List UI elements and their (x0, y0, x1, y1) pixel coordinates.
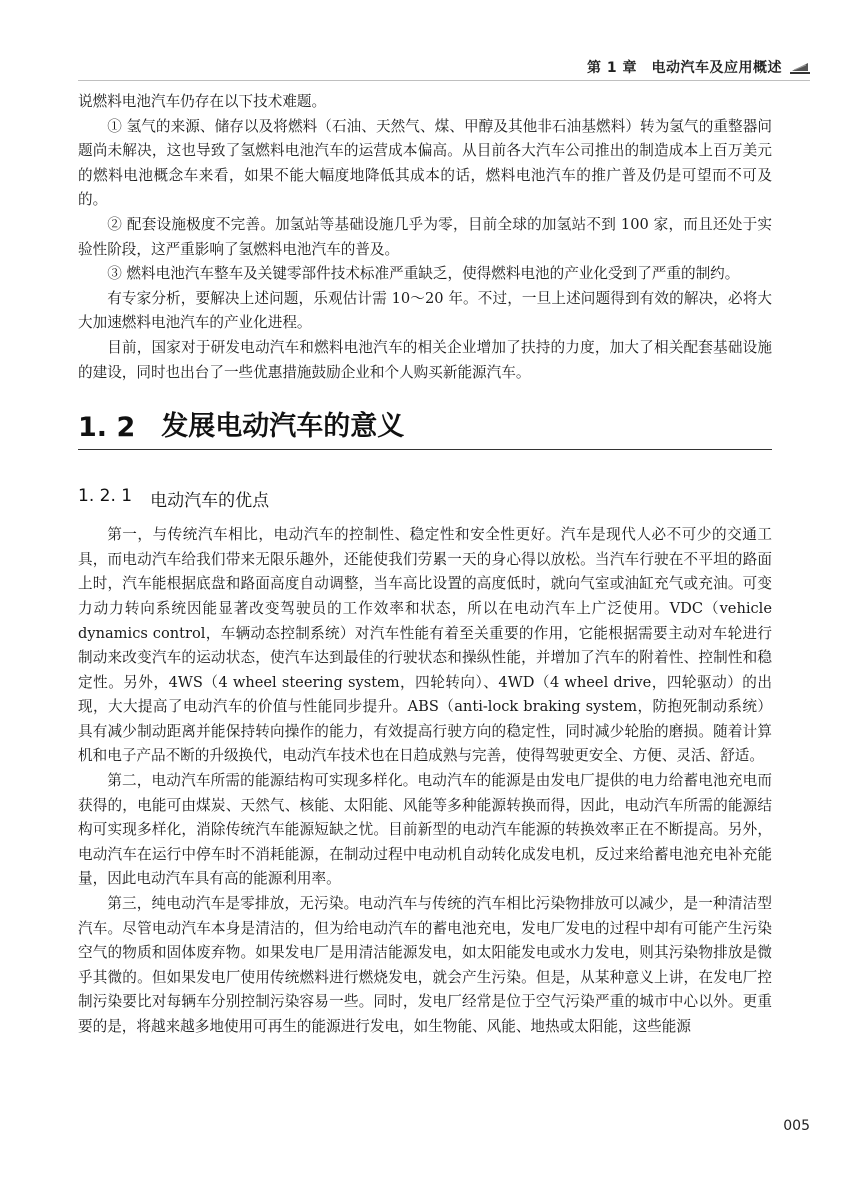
page-number: 005 (783, 1118, 810, 1134)
section-number: 1. 2 (78, 412, 136, 444)
paragraph: 第二，电动汽车所需的能源结构可实现多样化。电动汽车的能源是由发电厂提供的电力给蓄电池充电而获得的，电能可由煤炭、天然气、核能、太阳能、风能等多种能源转换而得，因此，电动汽车所需的能源结构可实现多样化，消除传统汽车能源短缺之忧。目前新型的电动汽车能源的转换效率正在不断提高。另外，电动汽车在运行中停车时不消耗能源，在制动过程中电动机自动转化成发电机，反过来给蓄电池充电补充能量，因此电动汽车具有高的能源利用率。 (78, 772, 772, 888)
paragraph: 目前，国家对于研发电动汽车和燃料电池汽车的相关企业增加了扶持的力度，加大了相关配套基础设施的建设，同时也出台了一些优惠措施鼓励企业和个人购买新能源汽车。 (78, 338, 772, 381)
chapter-title: 第 1 章 电动汽车及应用概述 (587, 60, 782, 76)
page-header (78, 54, 810, 81)
paragraph: ② 配套设施极度不完善。加氢站等基础设施几乎为零，目前全球的加氢站不到 100 家，而且还处于实验性阶段，这严重影响了氢燃料电池汽车的普及。 (78, 215, 772, 258)
book-corner-icon (790, 60, 810, 74)
paragraph: ③ 燃料电池汽车整车及关键零部件技术标准严重缺乏，使得燃料电池的产业化受到了严重的制约。 (107, 265, 740, 283)
subsection-title: 电动汽车的优点 (150, 491, 270, 512)
page-content (78, 90, 772, 1040)
paragraph: 第一，与传统汽车相比，电动汽车的控制性、稳定性和安全性更好。汽车是现代人必不可少的交通工具，而电动汽车给我们带来无限乐趣外，还能使我们劳累一天的身心得以放松。当汽车行驶在不平坦的路面上时，汽车能根据底盘和路面高度自动调整，当车高比设置的高度低时，就向气室或油缸充气或充油。可变力动力转向系统因能显著改变驾驶员的工作效率和状态，所以在电动汽车上广泛使用。VDC（vehicle dynamics control，车辆动态控制系统）对汽车性能有着至关重要的作用，它能根据需要主动对车轮进行制动来改变汽车的运动状态，使汽车达到最佳的行驶状态和操纵性能，并增加了汽车的附着性、控制性和稳定性。另外，4WS（4 wheel steering system，四轮转向）、4WD（4 wheel drive，四轮驱动）的出现，大大提高了电动汽车的价值与性能同步提升。ABS（anti-lock braking system，防抱死制动系统）具有减少制动距离并能保持转向操作的能力，有效提高行驶方向的稳定性，同时减少轮胎的磨损。随着计算机和电子产品不断的升级换代，电动汽车技术也在日趋成熟与完善，使得驾驶更安全、方便、灵活、舒适。 (78, 526, 772, 765)
section-title: 发展电动汽车的意义 (161, 411, 405, 443)
paragraph: 有专家分析，要解决上述问题，乐观估计需 10～20 年。不过，一旦上述问题得到有效的解决，必将大大加速燃料电池汽车的产业化进程。 (78, 289, 772, 332)
paragraph: ① 氢气的来源、储存以及将燃料（石油、天然气、煤、甲醇及其他非石油基燃料）转为氢气的重整器问题尚未解决，这也导致了氢燃料电池汽车的运营成本偏高。从目前各大汽车公司推出的制造成本上百万美元的燃料电池概念车来看，如果不能大幅度地降低其成本的话，燃料电池汽车的推广普及仍是可望而不可及的。 (78, 117, 772, 209)
paragraph: 说燃料电池汽车仍存在以下技术难题。 (78, 93, 327, 110)
section-heading (78, 399, 772, 450)
paragraph: 第三，纯电动汽车是零排放，无污染。电动汽车与传统的汽车相比污染物排放可以减少，是一种清洁型汽车。尽管电动汽车本身是清洁的，但为给电动汽车的蓄电池充电，发电厂发电的过程中却有可能产生污染空气的物质和固体废弃物。如果发电厂是用清洁能源发电，如太阳能发电或水力发电，则其污染物排放是微乎其微的。但如果发电厂使用传统燃料进行燃烧发电，就会产生污染。但是，从某种意义上讲，在发电厂控制污染要比对每辆车分别控制污染容易一些。同时，发电厂经常是位于空气污染严重的城市中心以外。更重要的是，将越来越多地使用可再生的能源进行发电，如生物能、风能、地热或太阳能，这些能源 (78, 895, 772, 1035)
subsection-number: 1. 2. 1 (78, 486, 133, 507)
subsection-heading (78, 486, 772, 511)
